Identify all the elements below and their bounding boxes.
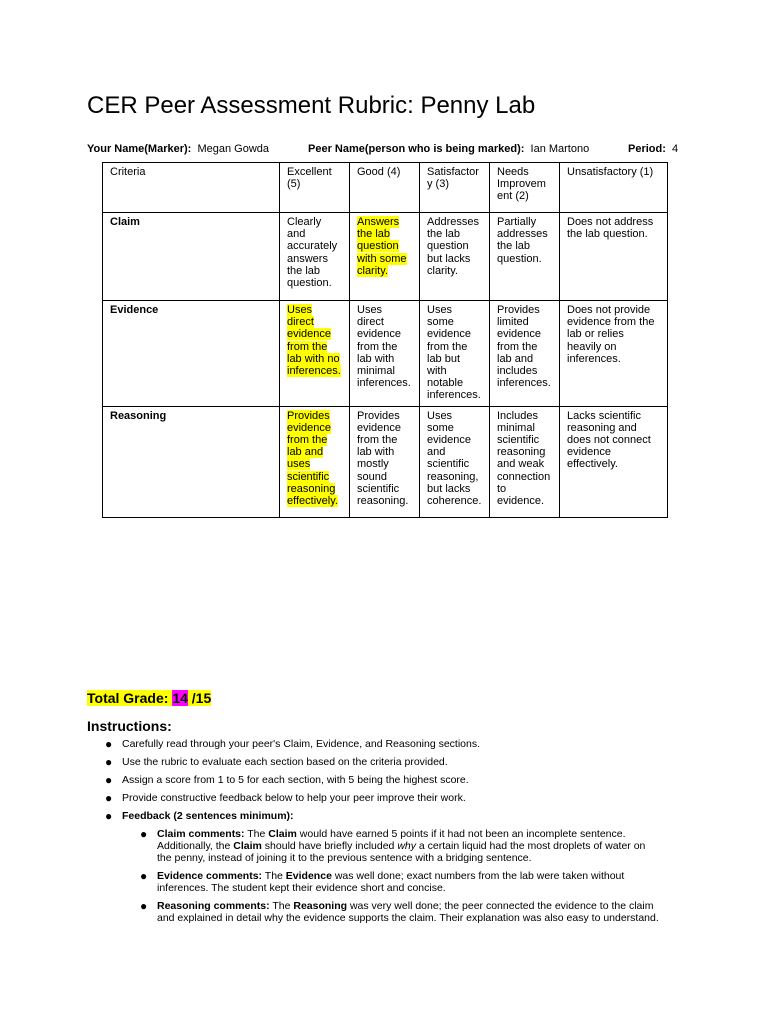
reasoning-comment: ● Reasoning comments: The Reasoning was very well done; the peer connected the evidence to the claim and explained in detail why the evidence supports the claim. Their explanation was also easy to understand. bbox=[140, 899, 659, 924]
rubric-cell: Lacks scientific reasoning and does not connect evidence effectively. bbox=[560, 406, 668, 517]
list-item bbox=[105, 810, 695, 822]
selected-highlight: Uses direct evidence from the lab with no inferences. bbox=[287, 304, 341, 378]
instructions-list bbox=[105, 738, 695, 930]
feedback-list bbox=[140, 828, 660, 924]
total-grade-label: Total Grade: bbox=[87, 690, 169, 706]
selected-highlight: Answers the lab question with some clarity. bbox=[357, 216, 407, 277]
feedback-label: Feedback (2 sentences minimum): bbox=[122, 810, 294, 822]
criterion-cell: Evidence bbox=[103, 301, 280, 407]
rubric-cell: Clearly and accurately answers the lab question. bbox=[280, 213, 350, 301]
rubric-header-row bbox=[103, 163, 668, 213]
rubric-cell: Uses direct evidence from the lab with minimal inferences. bbox=[350, 301, 420, 407]
peer-value: Ian Martono bbox=[530, 143, 590, 155]
selected-highlight: Provides evidence from the lab and uses scientific reasoning effectively. bbox=[287, 409, 338, 508]
bullet-icon: ● bbox=[105, 773, 113, 787]
marker-value: Megan Gowda bbox=[197, 143, 269, 155]
list-item: ● Provide constructive feedback below to help your peer improve their work. bbox=[105, 791, 466, 805]
list-item: ● Use the rubric to evaluate each section based on the criteria provided. bbox=[105, 755, 448, 769]
period-line bbox=[628, 141, 678, 157]
bullet-icon: ● bbox=[105, 755, 113, 769]
bullet-icon: ● bbox=[140, 899, 148, 913]
rubric-cell: Addresses the lab question but lacks clarity. bbox=[420, 213, 490, 301]
rubric-cell-selected bbox=[350, 213, 420, 301]
rubric-cell-selected bbox=[280, 406, 350, 517]
rubric-row-evidence bbox=[103, 301, 668, 407]
rubric-cell: Provides limited evidence from the lab and includes inferences. bbox=[490, 301, 560, 407]
rubric-cell: Uses some evidence and scientific reasoning, but lacks coherence. bbox=[420, 406, 490, 517]
peer-label: Peer Name(person who is being marked): bbox=[308, 143, 525, 155]
bullet-icon: ● bbox=[140, 827, 148, 841]
rubric-row-claim bbox=[103, 213, 668, 301]
marker-label: Your Name(Marker): bbox=[87, 143, 192, 155]
marker-name-line bbox=[87, 141, 269, 157]
bullet-icon: ● bbox=[105, 791, 113, 805]
peer-name-line bbox=[308, 141, 589, 157]
period-value: 4 bbox=[672, 143, 679, 155]
list-item: ● Assign a score from 1 to 5 for each section, with 5 being the highest score. bbox=[105, 773, 469, 787]
criterion-cell: Reasoning bbox=[103, 406, 280, 517]
total-grade-score: 14 bbox=[172, 690, 188, 706]
rubric-row-reasoning bbox=[103, 406, 668, 517]
header-cell: Needs Improvement (2) bbox=[490, 163, 560, 213]
rubric-cell: Includes minimal scientific reasoning and weak connection to evidence. bbox=[490, 406, 560, 517]
header-cell: Satisfactory (3) bbox=[420, 163, 490, 213]
bullet-icon: ● bbox=[140, 869, 148, 883]
page-title: CER Peer Assessment Rubric: Penny Lab bbox=[87, 92, 536, 119]
rubric-table bbox=[102, 162, 668, 518]
rubric-cell: Uses some evidence from the lab but with notable inferences. bbox=[420, 301, 490, 407]
list-item: ● Carefully read through your peer's Claim, Evidence, and Reasoning sections. bbox=[105, 737, 481, 751]
instructions-heading: Instructions: bbox=[87, 718, 172, 734]
bullet-icon: ● bbox=[105, 809, 113, 823]
total-grade bbox=[87, 688, 211, 708]
rubric-cell: Provides evidence from the lab with mostly sound scientific reasoning. bbox=[350, 406, 420, 517]
claim-comment: ● Claim comments: The Claim would have earned 5 points if it had not been an incomplete sentence. Additionally, the Claim should have briefly included why a certain liquid had the most droplets of water on the penny, instead of joining it to the previous sentence with a bridging sentence. bbox=[140, 827, 646, 864]
header-cell: Excellent (5) bbox=[280, 163, 350, 213]
header-cell: Criteria bbox=[103, 163, 280, 213]
header-cell: Good (4) bbox=[350, 163, 420, 213]
rubric-cell-selected bbox=[280, 301, 350, 407]
header-cell: Unsatisfactory (1) bbox=[560, 163, 668, 213]
rubric-cell: Does not provide evidence from the lab or relies heavily on inferences. bbox=[560, 301, 668, 407]
bullet-icon: ● bbox=[105, 737, 113, 751]
evidence-comment: ● Evidence comments: The Evidence was well done; exact numbers from the lab were taken without inferences. The student kept their evidence short and concise. bbox=[140, 869, 625, 894]
rubric-cell: Partially addresses the lab question. bbox=[490, 213, 560, 301]
total-grade-max: /15 bbox=[191, 690, 212, 706]
period-label: Period: bbox=[628, 143, 666, 155]
rubric-cell: Does not address the lab question. bbox=[560, 213, 668, 301]
criterion-cell: Claim bbox=[103, 213, 280, 301]
